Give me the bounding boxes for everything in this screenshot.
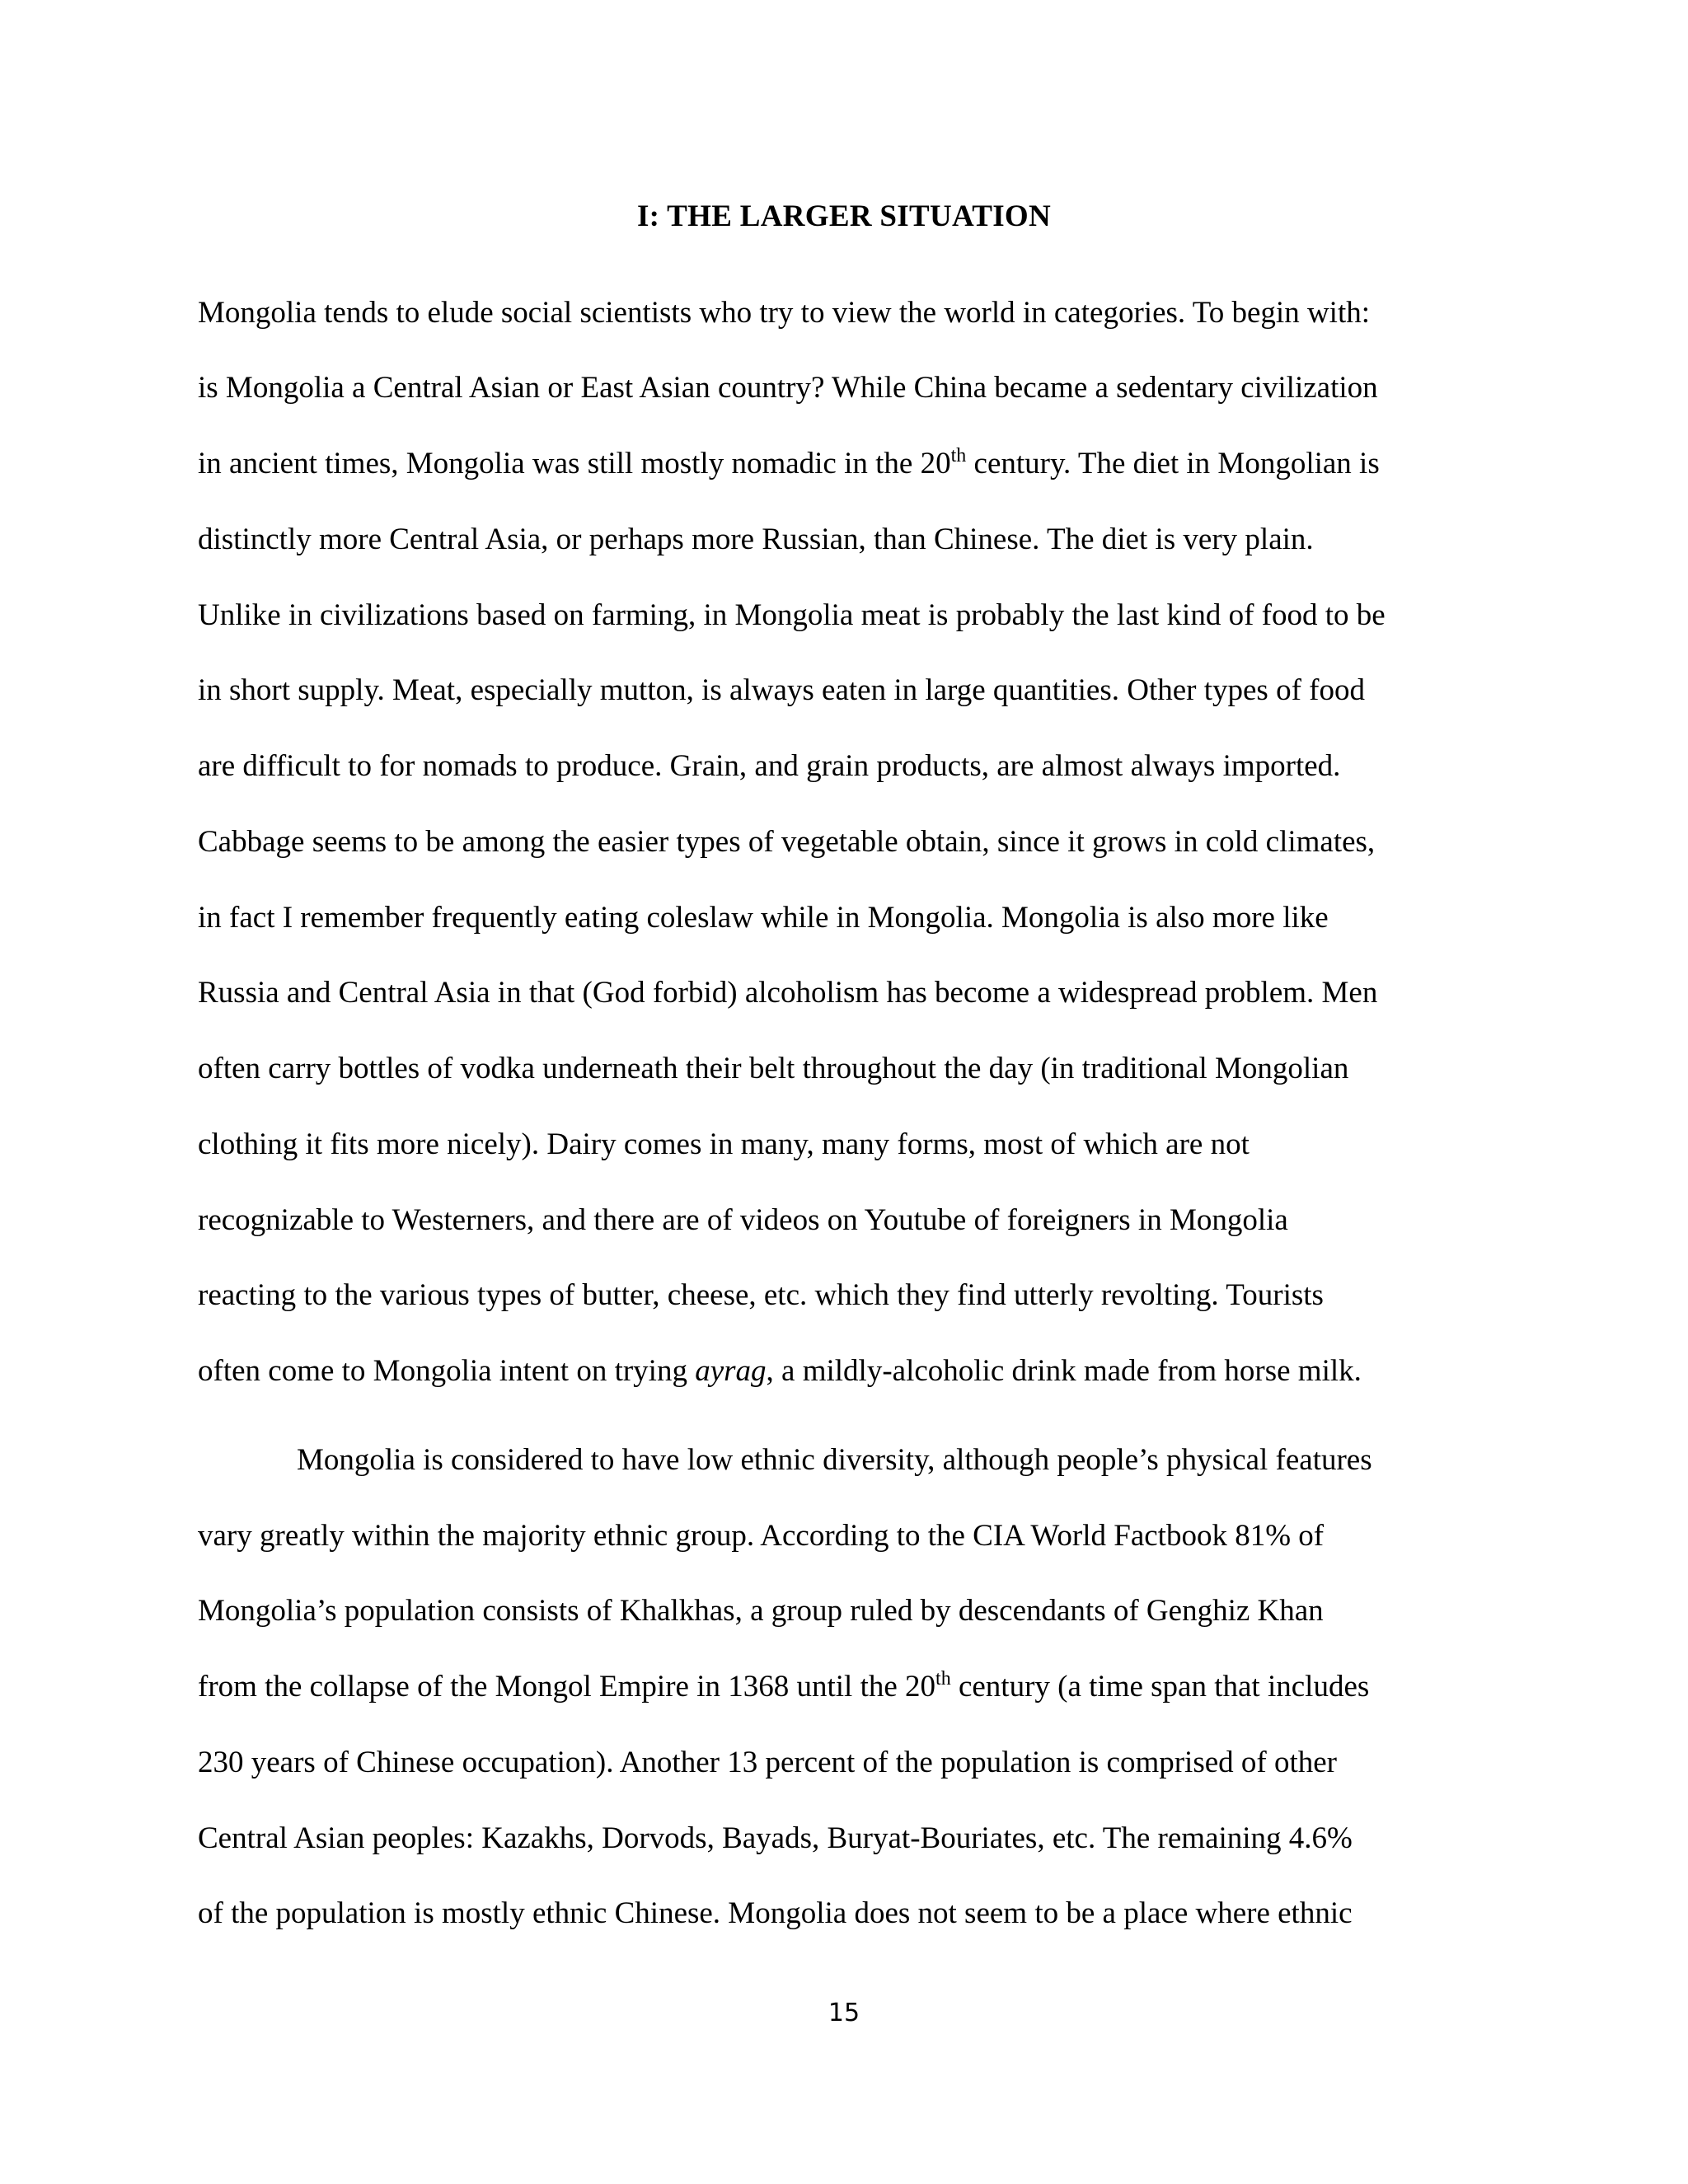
text-line: in fact I remember frequently eating coleslaw while in Mongolia. Mongolia is also more like bbox=[198, 901, 1329, 935]
text-line bbox=[198, 443, 1380, 485]
superscript: th bbox=[935, 1668, 951, 1690]
italic-term: ayrag bbox=[695, 1354, 767, 1388]
text-line: reacting to the various types of butter, cheese, etc. which they find utterly revolting. Tourists bbox=[198, 1278, 1324, 1312]
text-line: Cabbage seems to be among the easier types of vegetable obtain, since it grows in cold climates, bbox=[198, 825, 1376, 859]
text-line: Central Asian peoples: Kazakhs, Dorvods, Bayads, Buryat-Bouriates, etc. The remaining 4.6% bbox=[198, 1821, 1353, 1855]
superscript: th bbox=[950, 445, 967, 466]
text-line bbox=[198, 1351, 1362, 1392]
text-line: Mongolia tends to elude social scientists who try to view the world in categories. To begin with: bbox=[198, 296, 1371, 330]
text-line: is Mongolia a Central Asian or East Asian country? While China became a sedentary civilization bbox=[198, 371, 1378, 405]
text-line: Russia and Central Asia in that (God forbid) alcoholism has become a widespread problem. Men bbox=[198, 976, 1378, 1010]
text-line: distinctly more Central Asia, or perhaps more Russian, than Chinese. The diet is very plain. bbox=[198, 523, 1314, 556]
text-line: are difficult to for nomads to produce. Grain, and grain products, are almost always imported. bbox=[198, 749, 1341, 783]
page-number: 15 bbox=[828, 1999, 860, 2027]
text-segment: from the collapse of the Mongol Empire in 1368 until the 20 bbox=[198, 1670, 936, 1704]
chapter-heading: I: THE LARGER SITUATION bbox=[636, 199, 1052, 233]
text-line: recognizable to Westerners, and there are of videos on Youtube of foreigners in Mongolia bbox=[198, 1203, 1288, 1237]
text-line: Mongolia’s population consists of Khalkhas, a group ruled by descendants of Genghiz Khan bbox=[198, 1594, 1324, 1628]
text-line: Unlike in civilizations based on farming, in Mongolia meat is probably the last kind of food to be bbox=[198, 598, 1386, 632]
text-line: 230 years of Chinese occupation). Another 13 percent of the population is comprised of other bbox=[198, 1746, 1337, 1779]
text-line: vary greatly within the majority ethnic group. According to the CIA World Factbook 81% of bbox=[198, 1519, 1325, 1553]
text-line: in short supply. Meat, especially mutton, is always eaten in large quantities. Other types of food bbox=[198, 673, 1365, 707]
text-line: of the population is mostly ethnic Chinese. Mongolia does not seem to be a place where ethnic bbox=[198, 1896, 1353, 1930]
text-line: clothing it fits more nicely). Dairy comes in many, many forms, most of which are not bbox=[198, 1127, 1250, 1161]
text-segment: , a mildly-alcoholic drink made from horse milk. bbox=[766, 1354, 1362, 1388]
text-segment: in ancient times, Mongolia was still mostly nomadic in the 20 bbox=[198, 447, 951, 480]
text-segment: often come to Mongolia intent on trying bbox=[198, 1354, 696, 1388]
text-line: Mongolia is considered to have low ethnic diversity, although people’s physical features bbox=[297, 1443, 1372, 1477]
text-segment: century (a time span that includes bbox=[950, 1670, 1370, 1704]
text-line bbox=[198, 1666, 1369, 1708]
text-line: often carry bottles of vodka underneath their belt throughout the day (in traditional Mongolian bbox=[198, 1052, 1349, 1085]
text-segment: century. The diet in Mongolian is bbox=[966, 447, 1380, 480]
